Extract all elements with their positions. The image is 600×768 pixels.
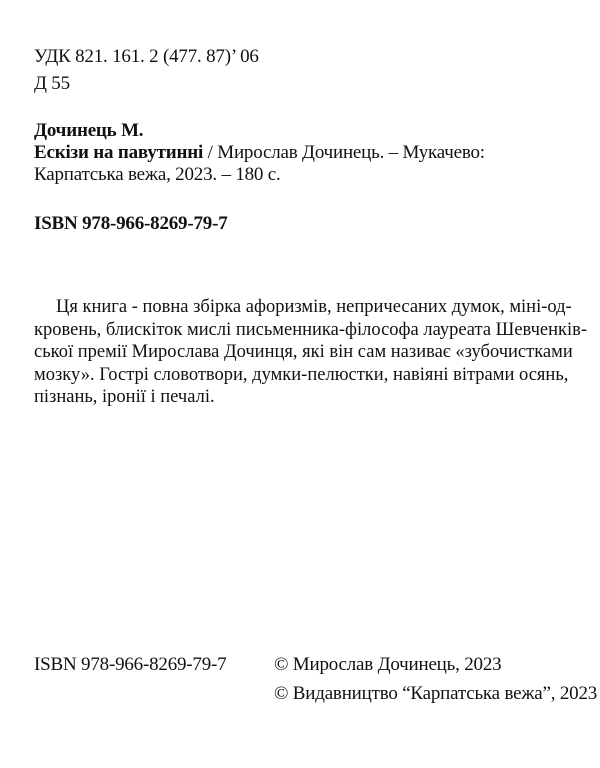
isbn-footer: ISBN 978-966-8269-79-7 [34, 654, 227, 675]
author-index: Д 55 [34, 73, 70, 94]
book-title: Ескізи на павутинні [34, 142, 204, 163]
author-name: Дочинець М. [34, 120, 144, 141]
copyright-publisher: © Видавництво “Карпатська вежа”, 2023 [274, 683, 598, 704]
annotation-line: Ця книга - повна збірка афоризмів, непричесаних думок, міні-од- [56, 297, 572, 317]
title-line [34, 142, 485, 164]
isbn-top: ISBN 978-966-8269-79-7 [34, 213, 228, 234]
udk-code: УДК 821. 161. 2 (477. 87)’ 06 [34, 46, 259, 67]
publication-info: Карпатська вежа, 2023. – 180 с. [34, 164, 281, 185]
annotation-line: мозку». Гострі словотвори, думки-пелюстки, навіяні вітрами осянь, [34, 364, 569, 385]
copyright-author: © Мирослав Дочинець, 2023 [274, 654, 502, 675]
annotation [34, 296, 588, 409]
annotation-line: кровень, блискіток мислі письменника-філософа лауреата Шевченків- [34, 319, 588, 340]
annotation-line: пізнань, іронії і печалі. [34, 387, 215, 407]
annotation-line: ської премії Мирослава Дочинця, які він сам називає «зубочистками [34, 342, 573, 362]
title-responsibility: / Мирослав Дочинець. – Мукачево: [203, 142, 485, 163]
